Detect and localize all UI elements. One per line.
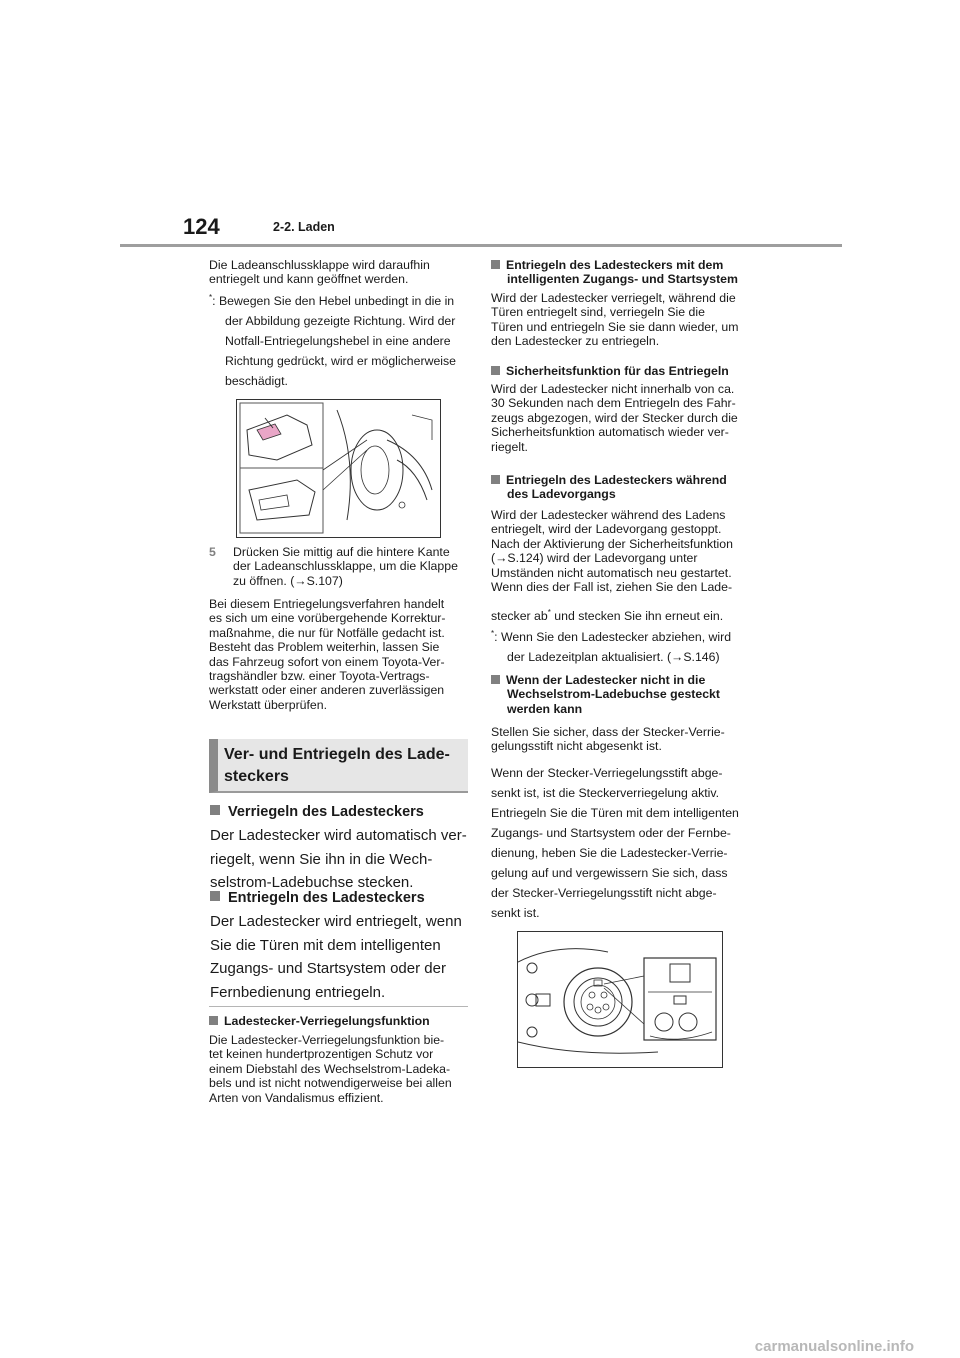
body-line: dienung, heben Sie die Ladestecker-Verrie-	[491, 846, 728, 860]
heading-text: intelligenten Zugangs- und Startsystem	[507, 272, 738, 287]
func-heading	[209, 1014, 430, 1028]
right-para-1	[491, 291, 756, 349]
watermark: carmanualsonline.info	[754, 1338, 914, 1355]
body-line: Wird der Ladestecker nicht innerhalb von ca.	[491, 382, 735, 396]
heading-text: Entriegeln des Ladesteckers während	[506, 473, 727, 487]
step-line: der Ladeanschlussklappe, um die Klappe	[233, 559, 458, 574]
body-line: einem Diebstahl des Wechselstrom-Ladeka-	[209, 1061, 451, 1076]
body-line: Zugangs- und Startsystem oder der Fernbe-	[491, 826, 731, 840]
heading-text: Verriegeln des Ladesteckers	[228, 804, 424, 820]
para-line: tragshändler bzw. einer Toyota-Vertrags-	[209, 669, 430, 684]
heading-text: des Ladevorgangs	[507, 487, 616, 502]
body-line: bels und ist nicht notwendigerweise bei allen	[209, 1076, 452, 1091]
step-number: 5	[209, 545, 216, 559]
intro-text: Die Ladeanschlussklappe wird daraufhin entriegelt und kann geöffnet werden.	[209, 258, 430, 287]
release-lever-drawing	[237, 400, 439, 536]
footnote-line: beschädigt.	[225, 374, 288, 389]
right-footnote	[491, 624, 756, 667]
para-line: Besteht das Problem weiterhin, lassen Sie	[209, 640, 440, 655]
footnote-mark: *	[491, 629, 495, 638]
heading-text: Sicherheitsfunktion für das Entriegeln	[506, 364, 729, 378]
heading-text: Wechselstrom-Ladebuchse gesteckt	[507, 687, 720, 702]
heading-text: Ladestecker-Verriegelungsfunktion	[224, 1014, 430, 1028]
step-line: zu öffnen. (→S.107)	[233, 573, 343, 588]
body-line: 30 Sekunden nach dem Entriegeln des Fahr-	[491, 396, 736, 411]
para-line: das Fahrzeug sofort von einem Toyota-Ver-	[209, 654, 445, 669]
footnote-line: der Ladezeitplan aktualisiert. (→S.146)	[507, 650, 720, 665]
footnote-1	[209, 288, 471, 391]
body-line: Fernbedienung entriegeln.	[210, 983, 386, 1001]
body-line: und stecken Sie ihn erneut ein.	[550, 609, 724, 624]
lock-text	[210, 824, 472, 895]
heading-bullet	[491, 260, 500, 269]
body-line: Sie die Türen mit dem intelligenten	[210, 936, 441, 954]
body-line: Türen entriegelt sind, verriegeln Sie die	[491, 305, 705, 320]
heading-bullet	[210, 805, 220, 815]
illustration-release-lever	[236, 399, 441, 538]
right-para-3	[491, 508, 756, 594]
note-rule	[209, 1006, 468, 1007]
heading-bullet	[210, 891, 220, 901]
unlock-text	[210, 910, 472, 1004]
body-line: (→S.124) wird der Ladevorgang unter	[491, 551, 698, 566]
right-heading-4	[491, 673, 756, 716]
heading-text: Wenn der Ladestecker nicht in die	[506, 673, 706, 687]
heading-bullet	[491, 475, 500, 484]
heading-text: Entriegeln des Ladesteckers	[228, 890, 425, 906]
body-line: gelung auf und vergewissern Sie sich, dass	[491, 866, 728, 880]
footnote-line: Notfall-Entriegelungshebel in eine andere	[225, 334, 451, 349]
right-para-3-last	[491, 603, 756, 626]
heading-bullet	[209, 1016, 218, 1025]
right-heading-3	[491, 473, 756, 502]
body-line: Der Ladestecker wird entriegelt, wenn	[210, 913, 462, 930]
body-line: der Stecker-Verriegelungsstift nicht abge-	[491, 886, 717, 900]
body-line: Sicherheitsfunktion automatisch wieder ver-	[491, 425, 729, 440]
body-line: Wenn der Stecker-Verriegelungsstift abge-	[491, 766, 723, 780]
header-rule	[120, 244, 842, 247]
body-line: Entriegeln Sie die Türen mit dem intelligenten	[491, 806, 739, 820]
body-line: Nach der Aktivierung der Sicherheitsfunktion	[491, 536, 733, 551]
body-line: Stellen Sie sicher, dass der Stecker-Verrie-	[491, 725, 725, 739]
footnote-line: : Wenn Sie den Ladestecker abziehen, wird	[494, 630, 732, 645]
body-line: gelungsstift nicht abgesenkt ist.	[491, 739, 662, 754]
right-para-5	[491, 763, 756, 923]
body-line: Umständen nicht automatisch neu gestartet.	[491, 565, 732, 580]
body-line: selstrom-Ladebuchse stecken.	[210, 874, 414, 891]
lock-heading	[210, 802, 424, 822]
heading-bullet	[491, 675, 500, 684]
body-line: riegelt, wenn Sie ihn in die Wech-	[210, 850, 433, 868]
heading-text: werden kann	[507, 701, 583, 716]
right-heading-2	[491, 364, 729, 378]
footnote-line: der Abbildung gezeigte Richtung. Wird der	[225, 314, 456, 329]
body-line: riegelt.	[491, 439, 528, 454]
section-box-title	[209, 739, 468, 793]
para-line: es sich um eine vorübergehende Korrektur-	[209, 611, 446, 626]
right-para-2	[491, 382, 756, 454]
right-heading-1	[491, 258, 756, 287]
body-line: entriegelt, wird der Ladevorgang gestoppt.	[491, 522, 722, 537]
footnote-mark: *	[547, 608, 551, 617]
para-line: werkstatt oder einer anderen zuverlässigen	[209, 683, 445, 698]
heading-bullet	[491, 366, 500, 375]
para-line: Werkstatt überprüfen.	[209, 697, 328, 712]
heading-text: Entriegeln des Ladesteckers mit dem	[506, 258, 724, 272]
body-line: zeugs abgezogen, wird der Stecker durch die	[491, 410, 738, 425]
step-5	[209, 545, 471, 588]
footnote-line: Richtung gedrückt, wird er möglicherweise	[225, 354, 457, 369]
body-line: Der Ladestecker wird automatisch ver-	[210, 827, 467, 844]
footnote-mark: *	[209, 293, 213, 302]
illustration-charging-socket	[517, 931, 723, 1068]
body-line: Die Ladestecker-Verriegelungsfunktion bie-	[209, 1033, 445, 1047]
unlock-heading	[210, 888, 425, 908]
footnote-line: : Bewegen Sie den Hebel unbedingt in die in	[212, 294, 455, 309]
charging-socket-drawing	[518, 932, 721, 1066]
body-line: Wird der Ladestecker während des Ladens	[491, 508, 726, 522]
page-number: 124	[183, 214, 220, 239]
right-para-4	[491, 725, 756, 754]
body-line: senkt ist.	[491, 906, 540, 920]
box-title-line: steckers	[224, 768, 289, 785]
body-line: Arten von Vandalismus effizient.	[209, 1090, 384, 1105]
body-line: stecker ab	[491, 609, 548, 624]
body-line: den Ladestecker zu entriegeln.	[491, 334, 660, 349]
body-line: senkt ist, ist die Steckerverriegelung aktiv.	[491, 786, 720, 800]
body-line: Zugangs- und Startsystem oder der	[210, 960, 446, 977]
para-line: maßnahme, die nur für Notfälle gedacht ist.	[209, 625, 445, 640]
body-line: Türen und entriegeln Sie sie dann wieder, um	[491, 319, 739, 334]
func-text	[209, 1033, 471, 1105]
section-title: 2-2. Laden	[273, 220, 335, 234]
body-line: Wenn dies der Fall ist, ziehen Sie den Lade-	[491, 580, 733, 595]
emergency-note	[209, 597, 471, 712]
para-line: Bei diesem Entriegelungsverfahren handelt	[209, 597, 445, 611]
step-line: Drücken Sie mittig auf die hintere Kante	[233, 545, 450, 559]
body-line: Wird der Ladestecker verriegelt, während die	[491, 291, 736, 305]
body-line: tet keinen hundertprozentigen Schutz vor	[209, 1047, 434, 1062]
box-title-line: Ver- und Entriegeln des Lade-	[224, 746, 450, 763]
